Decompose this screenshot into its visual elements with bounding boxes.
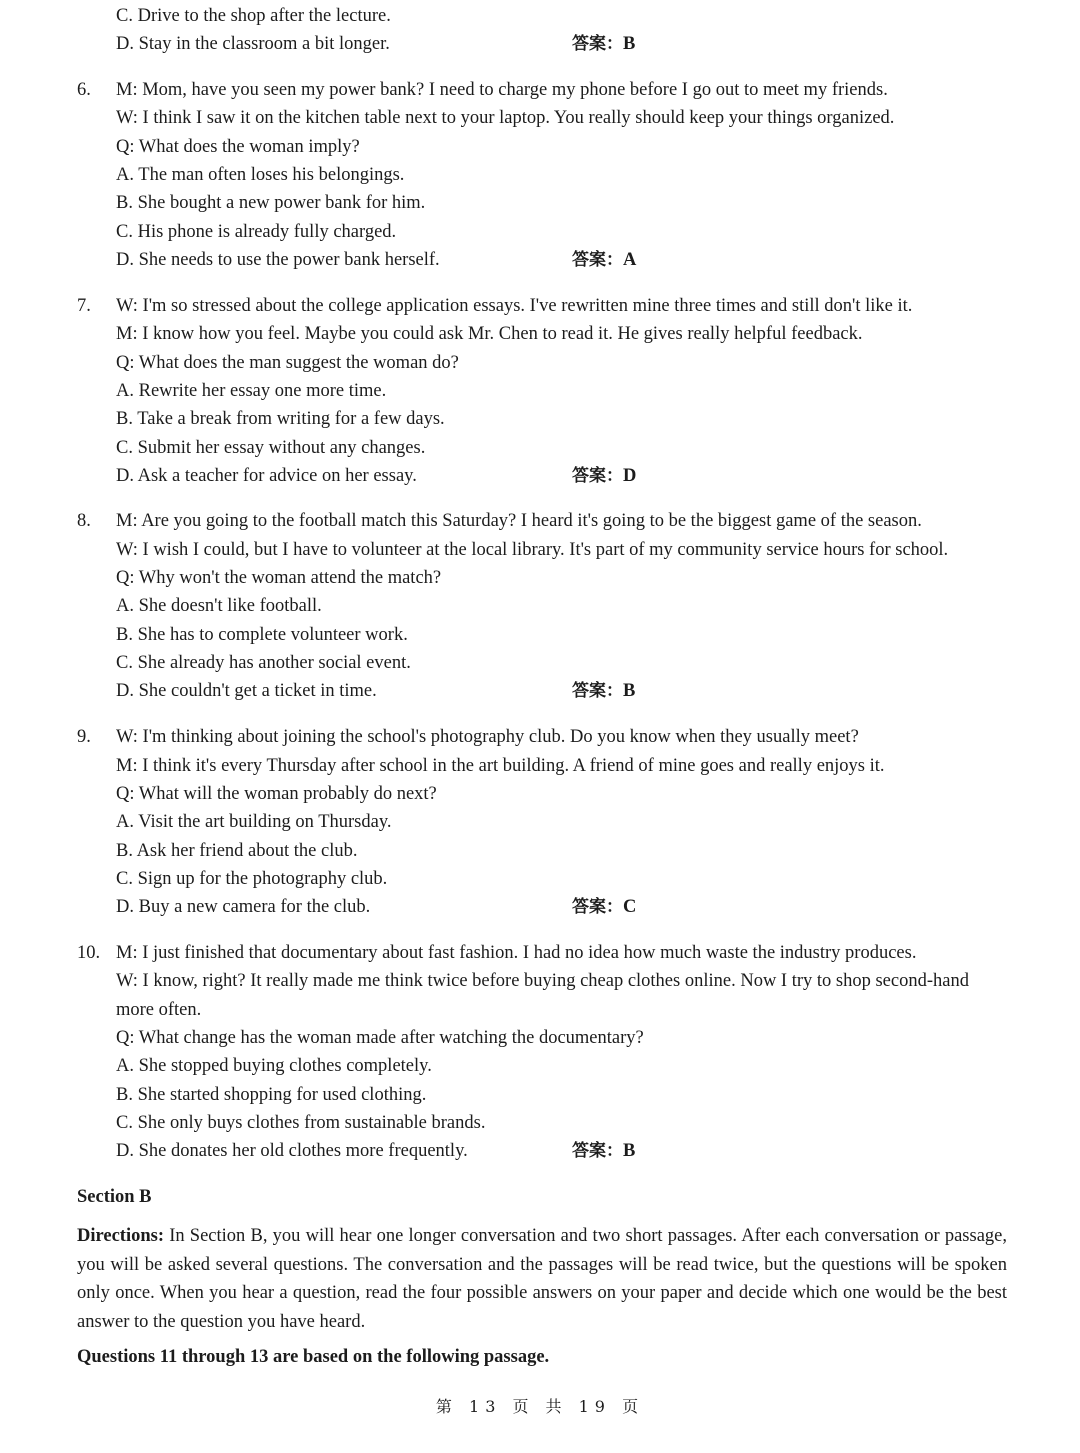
directions-text: In Section B, you will hear one longer conversation and two short passages. After each conversation or passage, you will be asked several questions. The conversation and the passages will be read twice, but the questions will be spoken only once. When you hear a question, read the four possible answers on your paper and decide which one would be the best answer to the question you have heard. xyxy=(77,1226,1007,1332)
answer-label: 答案： xyxy=(572,250,623,270)
option-b: B. Ask her friend about the club. xyxy=(116,841,358,861)
answer-value: C xyxy=(623,897,637,917)
option-a: A. She stopped buying clothes completely. xyxy=(116,1056,432,1076)
dialogue-line: W: I'm so stressed about the college application essays. I've rewritten mine three times and still don't like it. xyxy=(116,296,913,316)
dialogue-line: M: Mom, have you seen my power bank? I need to charge my phone before I go out to meet my friends. xyxy=(116,80,888,100)
answer-label: 答案： xyxy=(572,1141,623,1161)
option-c: C. She already has another social event. xyxy=(116,653,411,673)
option-d: D. She couldn't get a ticket in time. xyxy=(116,681,377,701)
option-d: D. She needs to use the power bank herself. xyxy=(116,250,440,270)
dialogue-line: W: I think I saw it on the kitchen table next to your laptop. You really should keep your things organized. xyxy=(116,108,895,128)
section-title: Section B xyxy=(77,1187,152,1207)
dialogue-line: W: I know, right? It really made me think twice before buying cheap clothes online. Now I try to shop second-hand xyxy=(116,971,969,991)
dialogue-line: M: I just finished that documentary about fast fashion. I had no idea how much waste the industry produces. xyxy=(116,943,917,963)
option-c: C. Sign up for the photography club. xyxy=(116,869,388,889)
option-b: B. She has to complete volunteer work. xyxy=(116,625,408,645)
dialogue-line: M: I think it's every Thursday after school in the art building. A friend of mine goes and really enjoys it. xyxy=(116,756,885,776)
option-d: D. Ask a teacher for advice on her essay. xyxy=(116,466,417,486)
page-number-footer: 第 13 页 共 19 页 xyxy=(435,1397,645,1416)
carryover-answer xyxy=(572,32,635,56)
section-directions xyxy=(77,1222,1007,1336)
answer-value: B xyxy=(623,34,636,54)
answer-label: 答案： xyxy=(572,681,623,701)
option-b: B. She bought a new power bank for him. xyxy=(116,193,426,213)
dialogue-line: W: I wish I could, but I have to volunteer at the local library. It's part of my community service hours for school. xyxy=(116,540,949,560)
answer-label: 答案： xyxy=(572,466,623,486)
option-b: B. She started shopping for used clothing. xyxy=(116,1085,427,1105)
dialogue-line: more often. xyxy=(116,1000,202,1020)
option-c: C. His phone is already fully charged. xyxy=(116,222,397,242)
question-number: 9. xyxy=(77,727,91,747)
option-d: D. Buy a new camera for the club. xyxy=(116,897,371,917)
answer-key xyxy=(572,1139,635,1163)
directions-label: Directions: xyxy=(77,1226,164,1246)
answer-key xyxy=(572,895,636,919)
answer-value: B xyxy=(623,681,636,701)
question-number: 10. xyxy=(77,943,101,963)
option-a: A. She doesn't like football. xyxy=(116,596,322,616)
option-c: C. Submit her essay without any changes. xyxy=(116,438,426,458)
question-prompt: Q: What does the man suggest the woman do? xyxy=(116,353,459,373)
question-prompt: Q: What does the woman imply? xyxy=(116,137,360,157)
option-c: C. She only buys clothes from sustainable brands. xyxy=(116,1113,486,1133)
answer-key xyxy=(572,248,636,272)
answer-value: B xyxy=(623,1141,636,1161)
questions-intro: Questions 11 through 13 are based on the following passage. xyxy=(77,1347,550,1367)
question-number: 7. xyxy=(77,296,91,316)
answer-value: D xyxy=(623,466,637,486)
question-prompt: Q: What change has the woman made after watching the documentary? xyxy=(116,1028,644,1048)
question-prompt: Q: What will the woman probably do next? xyxy=(116,784,437,804)
dialogue-line: W: I'm thinking about joining the school's photography club. Do you know when they usually meet? xyxy=(116,727,859,747)
carryover-option-c: C. Drive to the shop after the lecture. xyxy=(116,6,391,26)
answer-label: 答案： xyxy=(572,897,623,917)
option-a: A. Rewrite her essay one more time. xyxy=(116,381,387,401)
dialogue-line: M: Are you going to the football match this Saturday? I heard it's going to be the biggest game of the season. xyxy=(116,511,922,531)
answer-key xyxy=(572,464,636,488)
question-number: 6. xyxy=(77,80,91,100)
answer-key xyxy=(572,679,635,703)
option-a: A. The man often loses his belongings. xyxy=(116,165,405,185)
dialogue-line: M: I know how you feel. Maybe you could ask Mr. Chen to read it. He gives really helpful feedback. xyxy=(116,324,863,344)
question-prompt: Q: Why won't the woman attend the match? xyxy=(116,568,442,588)
option-d: D. She donates her old clothes more frequently. xyxy=(116,1141,468,1161)
carryover-option-d: D. Stay in the classroom a bit longer. xyxy=(116,34,390,54)
option-b: B. Take a break from writing for a few days. xyxy=(116,409,445,429)
answer-value: A xyxy=(623,250,637,270)
option-a: A. Visit the art building on Thursday. xyxy=(116,812,392,832)
question-number: 8. xyxy=(77,511,91,531)
answer-label: 答案： xyxy=(572,34,623,54)
